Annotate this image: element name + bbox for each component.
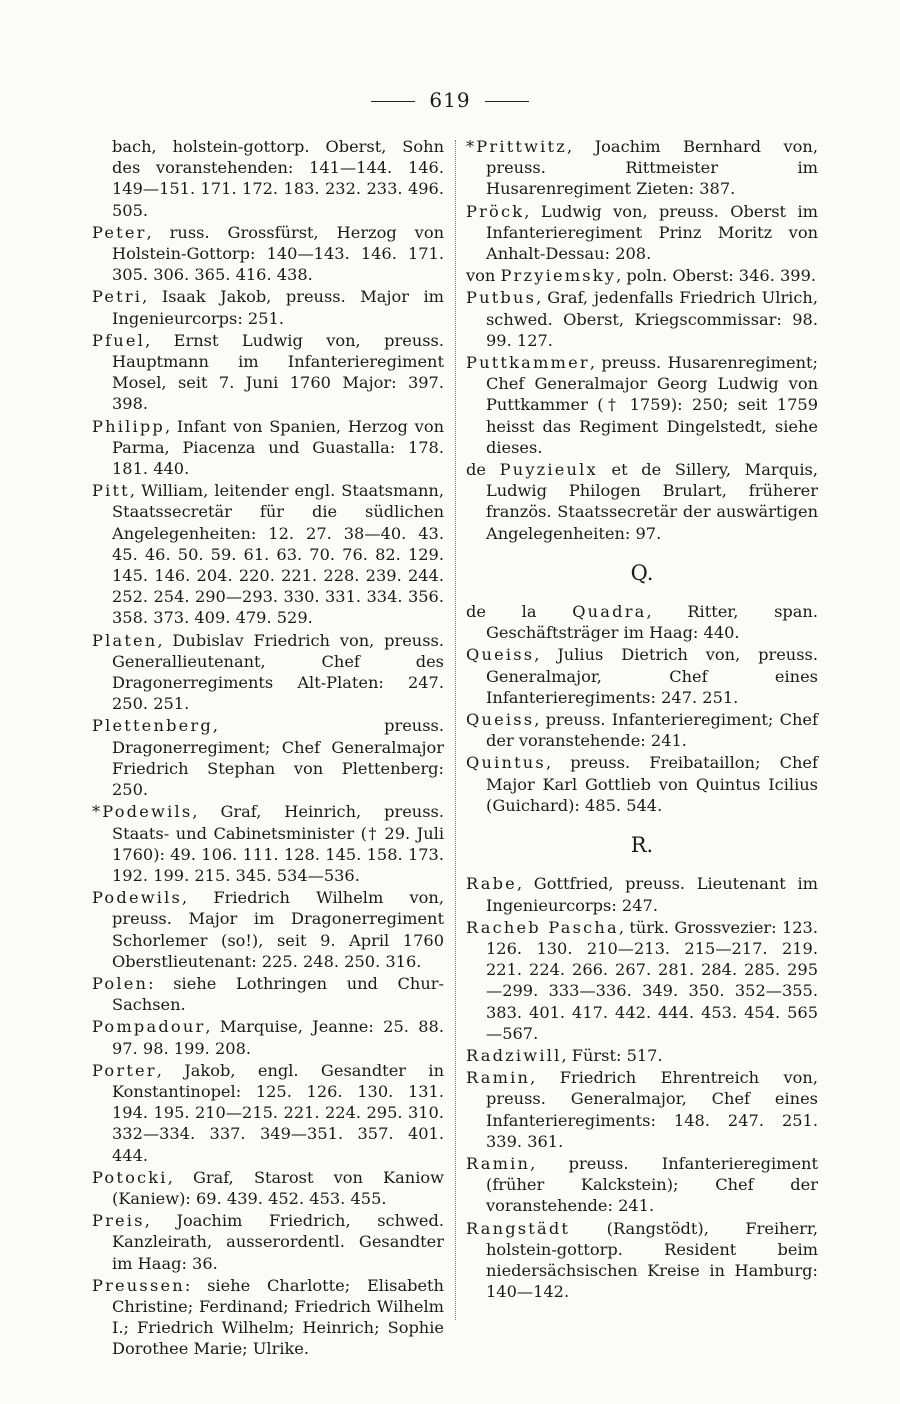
entry-text: , poln. Oberst: 346. 399. <box>616 266 817 286</box>
index-entry <box>466 1153 818 1217</box>
entry-text: , Julius Dietrich von, preuss. Generalmajor, Chef eines Infanterieregiments: 247. 251. <box>486 645 818 707</box>
entry-text: , Ritter, span. Geschäftsträger im Haag: 440. <box>486 602 819 643</box>
index-entry <box>92 286 444 328</box>
entry-name: Preis <box>92 1211 145 1231</box>
entry-name: Platen <box>92 630 158 650</box>
entry-name: Petri <box>92 287 143 307</box>
index-entry <box>92 715 444 800</box>
entry-name: *Podewils <box>92 802 193 822</box>
section-letter-q: Q. <box>630 560 654 585</box>
entry-name: Putbus <box>466 288 537 308</box>
entry-name: Puyzieulx <box>499 460 598 480</box>
left-column <box>92 136 444 1361</box>
entry-name: Queiss <box>466 710 535 730</box>
entry-name: Queiss <box>466 645 535 665</box>
entry-name: Przyiemsky <box>500 266 617 286</box>
entry-text: , Joachim Friedrich, schwed. Kanzleirath, ausserordentl. Gesandter im Haag: 36. <box>112 1211 444 1273</box>
entry-name: Quintus <box>466 753 546 773</box>
entry-name: Ramin <box>466 1153 531 1173</box>
entry-name: Racheb Pascha <box>466 917 619 937</box>
entry-text: , preuss. Freibataillon; Chef Major Karl Gottlieb von Quintus Icilius (Guichard): 485. 544. <box>486 753 818 815</box>
entry-text: et de Sillery, Marquis, Ludwig Philogen Brulart, früherer französ. Staatssecretär der auswärtigen Angelegenheiten: 97. <box>486 460 818 543</box>
index-entry <box>92 801 444 886</box>
entry-text: , preuss. Dragonerregiment; Chef Generalmajor Friedrich Stephan von Plettenberg: 250. <box>112 716 444 800</box>
entries-p <box>466 136 818 544</box>
entry-prefix: de <box>466 460 500 480</box>
entry-name: Polen <box>92 973 149 993</box>
entry-text: , Friedrich Ehrentreich von, preuss. Generalmajor, Chef eines Infanterieregiments: 148. 247. 251. 339. 361. <box>486 1068 818 1151</box>
index-entry <box>92 1016 444 1058</box>
header-rule-left <box>371 101 415 102</box>
page-number: 619 <box>429 88 471 112</box>
index-entry <box>466 917 818 1044</box>
index-entry <box>92 1275 444 1360</box>
entry-name: Preussen <box>92 1275 185 1295</box>
index-entry <box>466 265 818 286</box>
index-entry <box>92 973 444 1015</box>
index-entry <box>92 630 444 715</box>
entry-text: , Jakob, engl. Gesandter in Konstantinopel: 125. 126. 130. 131. 194. 195. 210—215. 221. 224. 295. 310. 332—334. 337. 349—351. 357. 401. 444. <box>112 1060 444 1165</box>
index-entry <box>466 873 818 915</box>
index-entry <box>466 201 818 265</box>
entry-text: , Ludwig von, preuss. Oberst im Infanterieregiment Prinz Moritz von Anhalt-Dessau: 208. <box>486 201 818 264</box>
entry-text: , preuss. Infanterieregiment; Chef der voranstehende: 241. <box>486 710 818 751</box>
entry-text: , Dubislav Friedrich von, preuss. Generallieutenant, Chef des Dragonerregiments Alt-Platen: 247. 250. 251. <box>112 630 444 714</box>
entry-name: Radziwill <box>466 1045 562 1065</box>
entry-name: Pfuel <box>92 330 146 350</box>
index-entry <box>92 887 444 972</box>
entry-name: Podewils <box>92 888 183 908</box>
index-entry <box>466 1045 818 1066</box>
entry-text: , Gottfried, preuss. Lieutenant im Ingenieurcorps: 247. <box>486 874 818 915</box>
section-letter-r: R. <box>630 833 654 858</box>
entry-text: , Graf, Starost von Kaniow (Kaniew): 69. 439. 452. 453. 455. <box>112 1167 444 1208</box>
entry-text: , Graf, Heinrich, preuss. Staats- und Cabinetsminister († 29. Juli 1760): 49. 106. 111. 128. 145. 158. 173. 192. 199. 215. 345. 534—536. <box>112 802 444 885</box>
index-entry <box>92 1210 444 1274</box>
entry-name: Puttkammer <box>466 353 590 373</box>
entry-text: , preuss. Husarenregiment; Chef Generalmajor Georg Ludwig von Puttkammer († 1759): 250; seit 1759 heisst das Regiment Dingelstedt, siehe dieses. <box>486 353 818 457</box>
entry-name: Pompadour <box>92 1017 206 1037</box>
index-entry <box>466 709 818 751</box>
entry-name: Quadra <box>572 602 647 622</box>
entry-text: bach, holstein-gottorp. Oberst, Sohn des voranstehenden: 141—144. 146. 149—151. 171. 172. 183. 232. 233. 496. 505. <box>112 137 444 220</box>
entry-text: : siehe Charlotte; Elisabeth Christine; Ferdinand; Friedrich Wilhelm I.; Friedrich Wilhelm; Heinrich; Sophie Dorothee Marie; Ulrike. <box>112 1275 444 1359</box>
index-entry <box>92 1167 444 1209</box>
entry-name: Potocki <box>92 1167 168 1187</box>
index-entry <box>92 136 444 221</box>
index-entry <box>466 752 818 816</box>
entry-name: Rabe <box>466 874 517 894</box>
entry-name: Plettenberg <box>92 716 213 736</box>
entry-text: : siehe Lothringen und Chur-Sachsen. <box>112 973 444 1015</box>
index-entry <box>466 601 818 643</box>
index-entry <box>92 222 444 286</box>
index-entry <box>466 1067 818 1152</box>
index-entry <box>92 1060 444 1166</box>
index-entry <box>466 1218 818 1303</box>
entry-name: Pitt <box>92 481 130 501</box>
entry-text: , Friedrich Wilhelm von, preuss. Major im Dragonerregiment Schorlemer (so!), seit 9. April 1760 Oberstlieutenant: 225. 248. 250. 316. <box>112 888 444 971</box>
entries-r <box>466 873 818 1302</box>
index-entry <box>92 480 444 628</box>
entry-text: (Rangstödt), Freiherr, holstein-gottorp. Resident beim niedersächsischen Kreise in Hamburg: 140—142. <box>486 1218 818 1302</box>
entry-text: , Isaak Jakob, preuss. Major im Ingenieurcorps: 251. <box>112 287 444 328</box>
entry-name: Pröck <box>466 201 525 221</box>
entry-text: , Infant von Spanien, Herzog von Parma, Piacenza und Guastalla: 178. 181. 440. <box>112 416 444 479</box>
entry-text: , Graf, jedenfalls Friedrich Ulrich, schwed. Oberst, Kriegscommissar: 98. 99. 127. <box>486 288 818 350</box>
entry-name: Philipp <box>92 416 165 436</box>
entry-name: Ramin <box>466 1068 531 1088</box>
entry-text: , Joachim Bernhard von, preuss. Rittmeister im Husarenregiment Zieten: 387. <box>486 137 818 199</box>
entry-name: Rangstädt <box>466 1218 571 1238</box>
index-entry <box>92 416 444 480</box>
entry-text: , preuss. Infanterieregiment (früher Kalckstein); Chef der voranstehende: 241. <box>486 1153 818 1216</box>
index-entry <box>466 352 818 458</box>
entry-name: Peter <box>92 222 147 242</box>
index-entry <box>466 459 818 544</box>
index-entry <box>466 644 818 708</box>
entry-name: *Prittwitz <box>466 137 567 156</box>
right-column <box>466 136 818 1303</box>
entry-prefix: de la <box>466 602 573 622</box>
page-header <box>0 88 900 112</box>
column-divider <box>455 140 456 1320</box>
entry-name: Porter <box>92 1060 157 1080</box>
entries-q <box>466 601 818 816</box>
entry-prefix: von <box>466 266 501 286</box>
index-entry <box>92 330 444 415</box>
entry-text: , russ. Grossfürst, Herzog von Holstein-Gottorp: 140—143. 146. 171. 305. 306. 365. 416. 438. <box>112 222 444 285</box>
entry-text: , Fürst: 517. <box>561 1045 663 1065</box>
entry-text: , William, leitender engl. Staatsmann, Staatssecretär für die südlichen Angelegenheiten: 12. 27. 38—40. 43. 45. 46. 50. 59. 61. 63. 70. 76. 82. 129. 145. 146. 204. 220. 221. 228. 239. 244. 252. 254. 290—293. 330. 331. 334. 356. 358. 373. 409. 479. 529. <box>112 481 444 628</box>
index-entry <box>466 287 818 351</box>
entry-text: , Ernst Ludwig von, preuss. Hauptmann im Infanterieregiment Mosel, seit 7. Juni 1760 Major: 397. 398. <box>112 330 444 414</box>
entry-text: , türk. Grossvezier: 123. 126. 130. 210—213. 215—217. 219. 221. 224. 266. 267. 281. 284. 285. 295—299. 333—336. 349. 350. 352—355. 383. 401. 417. 442. 444. 453. 454. 565—567. <box>486 917 818 1043</box>
index-entry <box>466 136 818 200</box>
header-rule-right <box>485 101 529 102</box>
entry-text: , Marquise, Jeanne: 25. 88. 97. 98. 199. 208. <box>112 1017 444 1058</box>
